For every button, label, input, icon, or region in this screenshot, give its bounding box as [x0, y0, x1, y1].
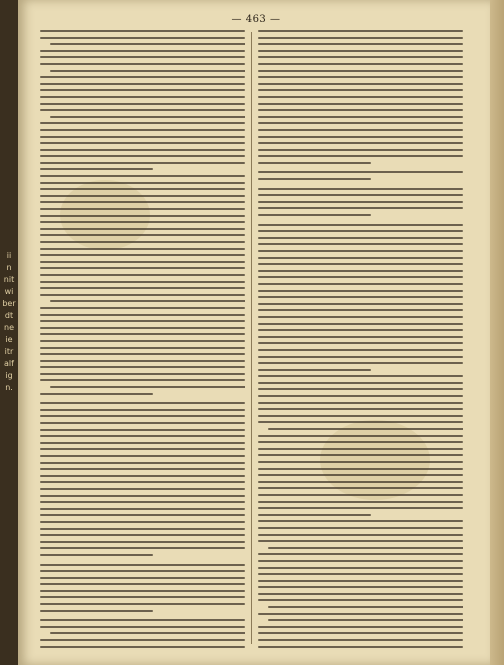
margin-fragment: wi — [4, 287, 14, 296]
text-line — [40, 195, 245, 197]
text-line — [258, 632, 463, 634]
margin-fragment: ie — [5, 335, 13, 344]
text-line — [258, 435, 463, 437]
page-number: — 463 — — [231, 14, 281, 25]
text-line — [258, 136, 463, 138]
text-line — [258, 56, 463, 58]
text-line — [258, 507, 463, 509]
text-line — [40, 508, 245, 510]
text-line — [258, 178, 371, 180]
text-line — [40, 63, 245, 65]
text-line — [40, 501, 245, 503]
text-line — [40, 122, 245, 124]
text-line — [258, 37, 463, 39]
text-line — [40, 182, 245, 184]
text-line — [50, 43, 245, 45]
text-line — [258, 626, 463, 628]
text-line — [258, 553, 463, 555]
margin-fragment: n — [6, 263, 12, 272]
text-line — [40, 333, 245, 335]
text-line — [40, 379, 245, 381]
text-line — [258, 171, 463, 173]
text-line — [258, 207, 463, 209]
text-line — [40, 646, 245, 648]
text-line — [258, 375, 463, 377]
text-line — [258, 336, 463, 338]
text-line — [40, 103, 245, 105]
margin-fragment: dt — [4, 311, 14, 320]
text-line — [258, 441, 463, 443]
text-line — [40, 215, 245, 217]
text-line — [50, 116, 245, 118]
text-line — [40, 610, 153, 612]
text-line — [40, 221, 245, 223]
text-line — [258, 323, 463, 325]
text-line — [40, 360, 245, 362]
text-line — [40, 442, 245, 444]
text-line — [258, 415, 463, 417]
text-line — [40, 603, 245, 605]
margin-fragment: ii — [6, 251, 12, 260]
text-line — [40, 327, 245, 329]
text-line — [40, 488, 245, 490]
text-line — [40, 50, 245, 52]
text-line — [258, 481, 463, 483]
text-line — [258, 487, 463, 489]
text-line — [268, 547, 463, 549]
text-line — [40, 564, 245, 566]
text-line — [40, 162, 245, 164]
text-line — [258, 421, 463, 423]
text-line — [40, 56, 245, 58]
text-line — [40, 422, 245, 424]
text-line — [40, 409, 245, 411]
text-line — [40, 366, 245, 368]
text-line — [258, 76, 463, 78]
text-line — [258, 329, 463, 331]
text-line — [258, 369, 371, 371]
text-line — [40, 241, 245, 243]
text-line — [40, 307, 245, 309]
text-line — [40, 267, 245, 269]
text-line — [258, 50, 463, 52]
text-line — [40, 353, 245, 355]
text-line — [40, 462, 245, 464]
text-line — [258, 514, 371, 516]
text-line — [40, 320, 245, 322]
text-line — [258, 639, 463, 641]
text-line — [40, 175, 245, 177]
text-line — [258, 573, 463, 575]
margin-fragment: ne — [4, 323, 14, 332]
margin-fragment: n. — [5, 383, 13, 392]
text-line — [258, 494, 463, 496]
text-line — [258, 468, 463, 470]
text-line — [258, 257, 463, 259]
text-line — [258, 109, 463, 111]
text-line — [258, 142, 463, 144]
text-line — [40, 534, 245, 536]
text-line — [258, 30, 463, 32]
text-line — [40, 208, 245, 210]
text-line — [40, 590, 245, 592]
text-line — [258, 303, 463, 305]
text-line — [40, 448, 245, 450]
text-line — [40, 287, 245, 289]
text-line — [258, 342, 463, 344]
margin-fragment: alf — [4, 359, 14, 368]
text-line — [258, 356, 463, 358]
text-line — [258, 129, 463, 131]
text-line — [50, 300, 245, 302]
text-line — [40, 475, 245, 477]
text-line — [258, 103, 463, 105]
text-line — [258, 162, 371, 164]
text-line — [40, 89, 245, 91]
text-line — [258, 89, 463, 91]
text-line — [258, 646, 463, 648]
text-line — [40, 481, 245, 483]
text-line — [40, 142, 245, 144]
adjacent-page-fragments — [2, 250, 16, 394]
text-line — [40, 201, 245, 203]
text-line — [258, 83, 463, 85]
text-line — [40, 547, 245, 549]
text-line — [258, 349, 463, 351]
text-line — [258, 250, 463, 252]
text-line — [40, 274, 245, 276]
text-line — [40, 234, 245, 236]
text-line — [50, 70, 245, 72]
text-line — [40, 583, 245, 585]
text-line — [258, 201, 463, 203]
text-line — [258, 96, 463, 98]
text-line — [258, 580, 463, 582]
text-line — [258, 408, 463, 410]
page-header — [38, 14, 474, 28]
margin-fragment: ber — [2, 299, 16, 308]
text-line — [50, 386, 245, 388]
text-line — [40, 261, 245, 263]
text-line — [258, 474, 463, 476]
text-line — [40, 96, 245, 98]
text-line — [268, 619, 463, 621]
text-line — [40, 76, 245, 78]
text-line — [258, 188, 463, 190]
text-line — [258, 296, 463, 298]
text-line — [40, 340, 245, 342]
text-line — [268, 606, 463, 608]
text-line — [40, 639, 245, 641]
right-text-column — [258, 30, 463, 650]
text-line — [40, 514, 245, 516]
text-line — [258, 540, 463, 542]
text-line — [258, 586, 463, 588]
text-line — [258, 194, 463, 196]
text-line — [258, 224, 463, 226]
text-line — [40, 294, 245, 296]
binding-strip — [0, 0, 18, 665]
text-line — [258, 448, 463, 450]
text-line — [258, 230, 463, 232]
text-line — [40, 129, 245, 131]
text-line — [258, 309, 463, 311]
margin-fragment: itr — [4, 347, 14, 356]
text-line — [40, 626, 245, 628]
text-line — [258, 290, 463, 292]
text-line — [40, 149, 245, 151]
text-line — [258, 501, 463, 503]
text-line — [258, 149, 463, 151]
text-line — [258, 534, 463, 536]
text-line — [258, 70, 463, 72]
text-line — [258, 599, 463, 601]
text-line — [258, 43, 463, 45]
text-line — [258, 362, 463, 364]
text-line — [40, 528, 245, 530]
text-line — [258, 461, 463, 463]
text-line — [40, 228, 245, 230]
text-line — [258, 560, 463, 562]
text-line — [40, 596, 245, 598]
text-line — [40, 373, 245, 375]
text-line — [258, 454, 463, 456]
text-line — [258, 63, 463, 65]
text-line — [258, 388, 463, 390]
text-line — [40, 521, 245, 523]
text-line — [40, 435, 245, 437]
text-line — [258, 520, 463, 522]
text-line — [258, 237, 463, 239]
text-line — [40, 554, 153, 556]
text-line — [40, 30, 245, 32]
text-line — [40, 314, 245, 316]
text-line — [258, 395, 463, 397]
text-line — [258, 116, 463, 118]
column-divider — [251, 32, 252, 644]
margin-fragment: nit — [3, 275, 15, 284]
text-line — [40, 402, 245, 404]
text-line — [40, 455, 245, 457]
text-line — [40, 136, 245, 138]
text-line — [40, 347, 245, 349]
text-line — [40, 248, 245, 250]
text-line — [40, 429, 245, 431]
text-line — [258, 155, 463, 157]
text-line — [40, 577, 245, 579]
text-line — [40, 570, 245, 572]
text-line — [258, 243, 463, 245]
text-line — [258, 263, 463, 265]
text-line — [258, 122, 463, 124]
page-edge — [490, 0, 504, 665]
text-line — [40, 188, 245, 190]
text-line — [258, 276, 463, 278]
text-line — [258, 214, 371, 216]
text-line — [40, 541, 245, 543]
text-line — [40, 168, 153, 170]
text-line — [258, 270, 463, 272]
left-text-column — [40, 30, 245, 650]
text-line — [40, 415, 245, 417]
text-line — [40, 254, 245, 256]
text-line — [40, 393, 153, 395]
text-line — [258, 402, 463, 404]
text-line — [268, 428, 463, 430]
text-line — [50, 632, 245, 634]
text-line — [40, 495, 245, 497]
text-line — [258, 283, 463, 285]
text-line — [40, 155, 245, 157]
text-line — [258, 316, 463, 318]
text-line — [40, 468, 245, 470]
text-line — [258, 527, 463, 529]
text-line — [40, 37, 245, 39]
text-line — [40, 619, 245, 621]
text-line — [258, 567, 463, 569]
text-line — [258, 593, 463, 595]
margin-fragment: ig — [5, 371, 13, 380]
text-line — [40, 109, 245, 111]
text-line — [258, 613, 463, 615]
text-line — [40, 83, 245, 85]
text-line — [40, 281, 245, 283]
text-line — [258, 382, 463, 384]
